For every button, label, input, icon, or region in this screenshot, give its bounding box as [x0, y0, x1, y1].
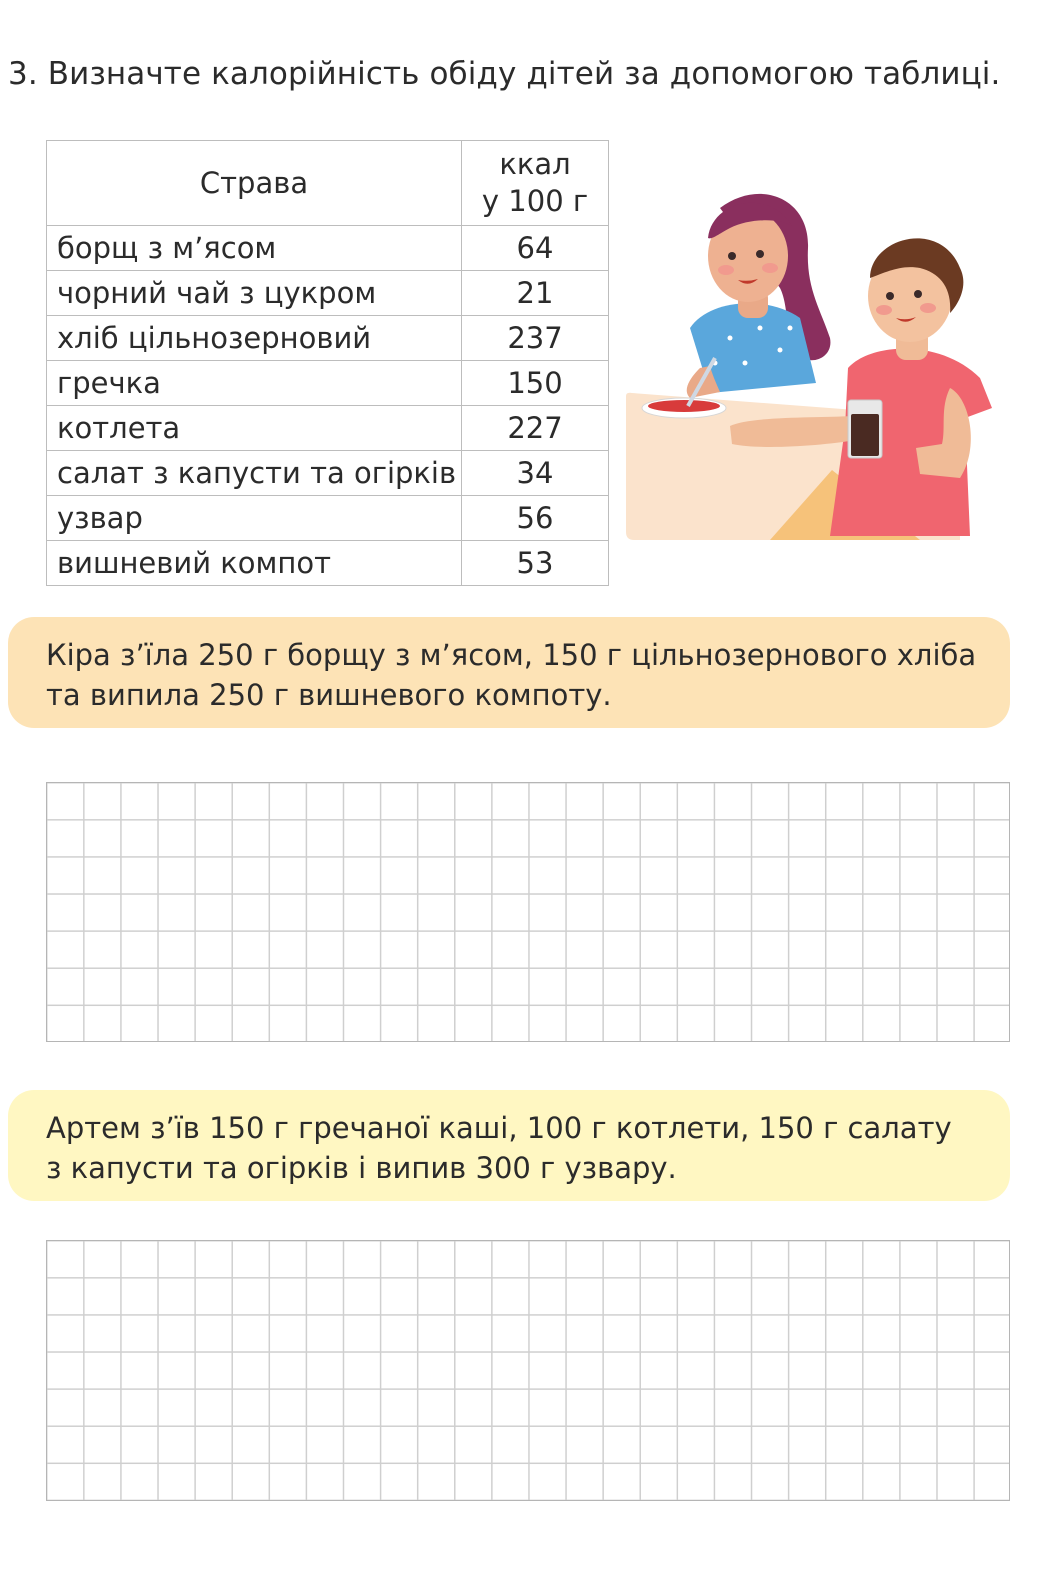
children-eating-lunch-illustration [620, 178, 1008, 540]
table-row [47, 451, 609, 496]
dish-kcal: 64 [462, 226, 609, 271]
header-kcal-per: у 100 г [481, 184, 589, 218]
answer-grid-kira[interactable] [46, 782, 1010, 1042]
table-row [47, 406, 609, 451]
table-row [47, 226, 609, 271]
table-row [47, 541, 609, 586]
dish-kcal: 21 [462, 271, 609, 316]
dish-kcal: 34 [462, 451, 609, 496]
header-kcal-unit: ккал [499, 147, 571, 181]
task-kira [8, 617, 1010, 728]
table-header-row [47, 141, 609, 226]
task-kira-line1: Кіра з’їла 250 г борщу з м’ясом, 150 г цільнозернового хліба [46, 638, 977, 672]
task-artem-line2: з капусти та огірків і випив 300 г узвару. [46, 1151, 677, 1185]
dish-name: узвар [47, 496, 462, 541]
header-kcal [462, 141, 609, 226]
dish-name: хліб цільнозерновий [47, 316, 462, 361]
dish-kcal: 150 [462, 361, 609, 406]
dish-kcal: 56 [462, 496, 609, 541]
dish-kcal: 237 [462, 316, 609, 361]
task-artem-line1: Артем з’їв 150 г гречаної каші, 100 г котлети, 150 г салату [46, 1111, 952, 1145]
exercise-title: 3. Визначте калорійність обіду дітей за допомогою таблиці. [8, 56, 1001, 92]
dish-name: салат з капусти та огірків [47, 451, 462, 496]
task-kira-line2: та випила 250 г вишневого компоту. [46, 678, 612, 712]
dish-name: котлета [47, 406, 462, 451]
task-artem [8, 1090, 1010, 1201]
dish-name: борщ з м’ясом [47, 226, 462, 271]
dish-name: чорний чай з цукром [47, 271, 462, 316]
calorie-table [46, 140, 609, 586]
dish-name: гречка [47, 361, 462, 406]
table-row [47, 361, 609, 406]
dish-kcal: 227 [462, 406, 609, 451]
dish-kcal: 53 [462, 541, 609, 586]
dish-name: вишневий компот [47, 541, 462, 586]
table-row [47, 496, 609, 541]
answer-grid-artem[interactable] [46, 1240, 1010, 1501]
table-row [47, 271, 609, 316]
header-dish: Страва [47, 141, 462, 226]
table-row [47, 316, 609, 361]
